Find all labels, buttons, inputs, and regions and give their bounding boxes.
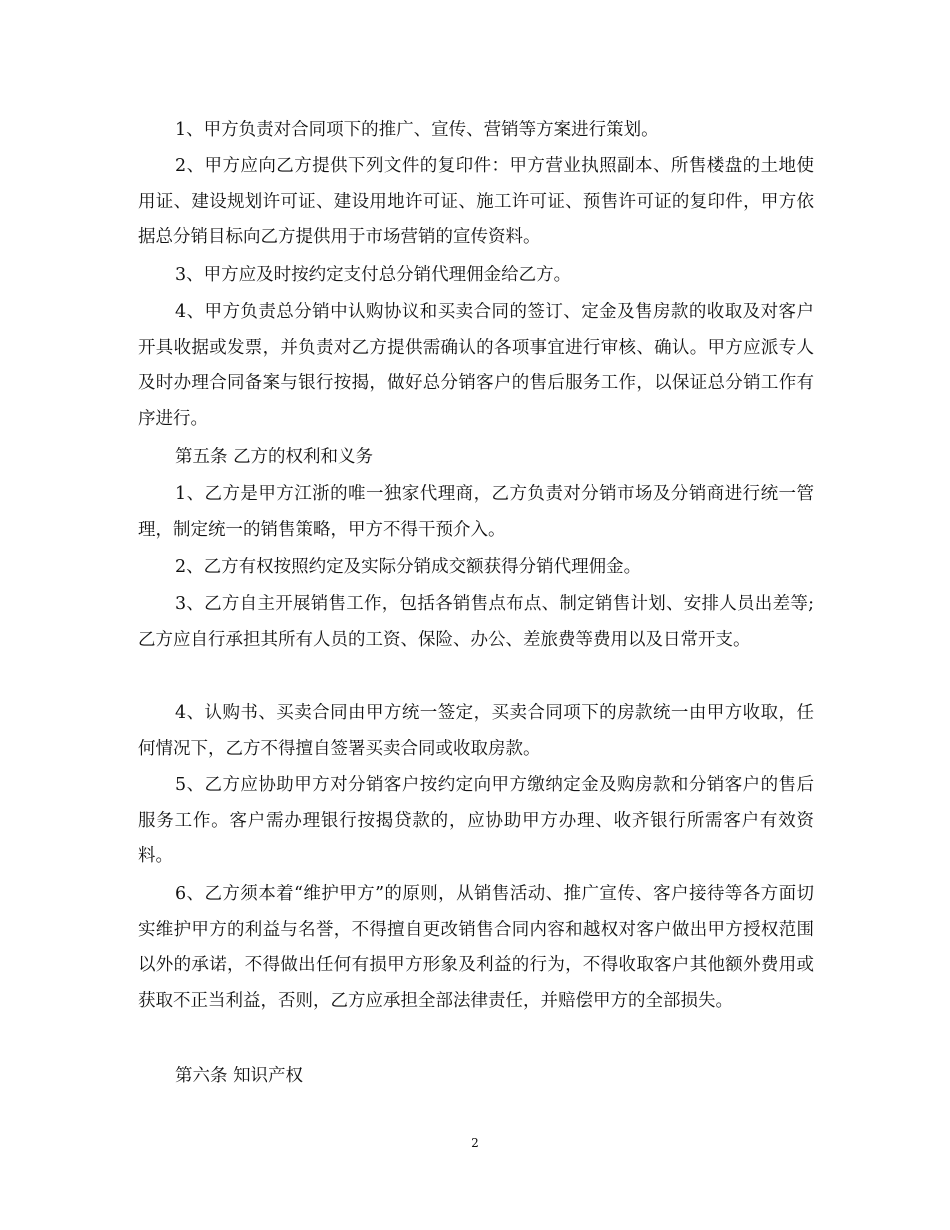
- clause-paragraph: 6、乙方须本着“维护甲方”的原则，从销售活动、推广宣传、客户接待等各方面切实维护甲方的利益与名誉，不得擅自更改销售合同内容和越权对客户做出甲方授权范围以外的承诺，不得做出任何有损甲方形象及利益的行为，不得收取客户其他额外费用或获取不正当利益，否则，乙方应承担全部法律责任，并赔偿甲方的全部损失。: [138, 884, 814, 1011]
- clause-paragraph: 4、甲方负责总分销中认购协议和买卖合同的签订、定金及售房款的收取及对客户开具收据或发票，并负责对乙方提供需确认的各项事宜进行审核、确认。甲方应派专人及时办理合同备案与银行按揭，做好总分销客户的售后服务工作，以保证总分销工作有序进行。: [138, 302, 814, 429]
- clause-paragraph: 2、甲方应向乙方提供下列文件的复印件：甲方营业执照副本、所售楼盘的土地使用证、建设规划许可证、建设用地许可证、施工许可证、预售许可证的复印件，甲方依据总分销目标向乙方提供用于市场营销的宣传资料。: [138, 156, 814, 248]
- clause-paragraph: 2、乙方有权按照约定及实际分销成交额获得分销代理佣金。: [175, 557, 642, 577]
- clause-paragraph: 1、甲方负责对合同项下的推广、宣传、营销等方案进行策划。: [175, 120, 659, 140]
- clause-paragraph: 3、乙方自主开展销售工作，包括各销售点布点、制定销售计划、安排人员出差等;乙方应自行承担其所有人员的工资、保险、办公、差旅费等费用以及日常开支。: [138, 594, 814, 650]
- section-heading: 第六条 知识产权: [175, 1066, 304, 1086]
- clause-paragraph: 4、认购书、买卖合同由甲方统一签定，买卖合同项下的房款统一由甲方收取，任何情况下，乙方不得擅自签署买卖合同或收取房款。: [138, 703, 814, 759]
- clause-paragraph: 1、乙方是甲方江浙的唯一独家代理商，乙方负责对分销市场及分销商进行统一管理，制定统一的销售策略，甲方不得干预介入。: [138, 484, 814, 540]
- clause-paragraph: 3、甲方应及时按约定支付总分销代理佣金给乙方。: [175, 265, 572, 285]
- section-heading: 第五条 乙方的权利和义务: [175, 447, 374, 467]
- page-number: 2: [471, 1136, 479, 1150]
- clause-paragraph: 5、乙方应协助甲方对分销客户按约定向甲方缴纳定金及购房款和分销客户的售后服务工作。客户需办理银行按揭贷款的，应协助甲方办理、收齐银行所需客户有效资料。: [138, 775, 814, 867]
